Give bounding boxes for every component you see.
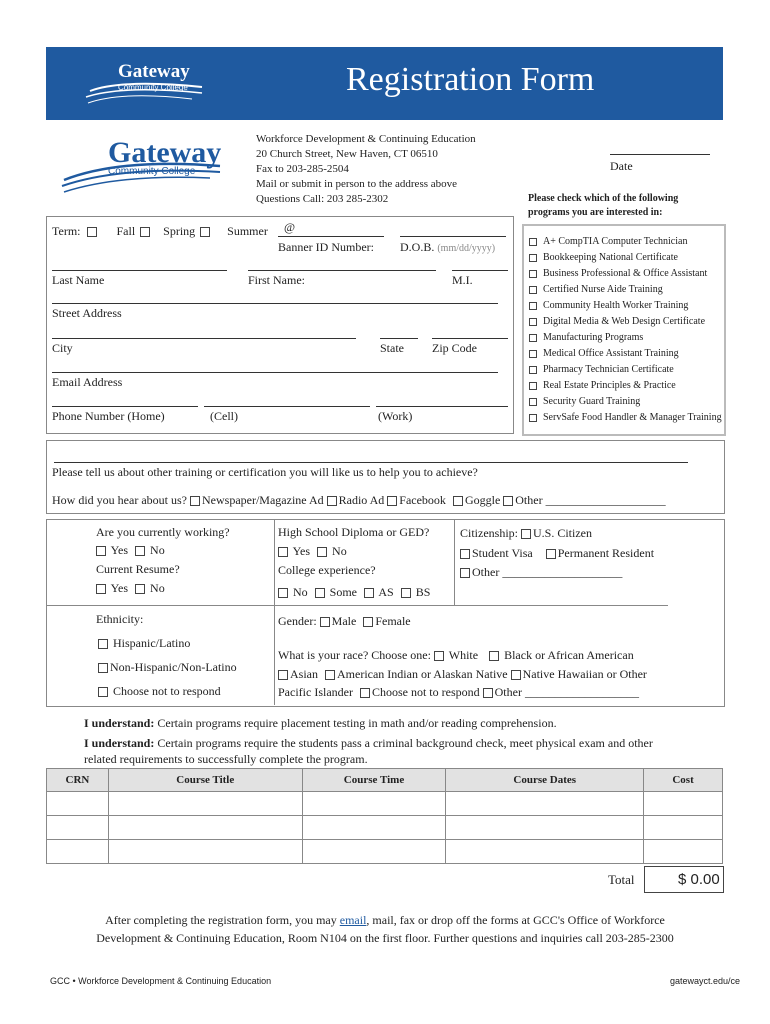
form-title: Registration Form — [346, 61, 595, 98]
hs-options — [278, 544, 347, 559]
footer-right: gatewayct.edu/ce — [670, 976, 741, 986]
zip-label: Zip Code — [432, 341, 477, 355]
banner-id-at: @ — [284, 220, 296, 234]
ethnicity-option-label: Choose not to respond — [113, 684, 221, 698]
program-checkbox[interactable] — [529, 318, 537, 326]
programs-list — [529, 234, 722, 426]
header-banner — [46, 47, 723, 120]
hear-facebook-checkbox[interactable] — [387, 496, 397, 506]
yes-label: Yes — [110, 543, 129, 557]
cell[interactable] — [108, 840, 302, 864]
hear-other-checkbox[interactable] — [503, 496, 513, 506]
date-field[interactable] — [610, 154, 710, 155]
program-item[interactable] — [529, 266, 722, 282]
contact-info — [256, 132, 476, 207]
race-other-checkbox[interactable] — [483, 688, 493, 698]
program-item[interactable] — [529, 298, 722, 314]
cell[interactable] — [47, 792, 109, 816]
dob-hint: (mm/dd/yyyy) — [437, 243, 496, 254]
program-checkbox[interactable] — [529, 302, 537, 310]
phone-home-label: Phone Number (Home) — [52, 409, 165, 423]
program-checkbox[interactable] — [529, 334, 537, 342]
state-label: State — [380, 341, 404, 355]
cell[interactable] — [644, 840, 723, 864]
program-label: Business Professional & Office Assistant — [543, 268, 708, 279]
other-training-field[interactable] — [54, 462, 688, 463]
college-question: College experience? — [278, 563, 376, 577]
last-name-field[interactable] — [52, 270, 227, 271]
black-label: Black or African American — [504, 648, 634, 662]
contact-line: 20 Church Street, New Haven, CT 06510 — [256, 148, 438, 160]
program-item[interactable] — [529, 346, 722, 362]
contact-line: Mail or submit in person to the address above — [256, 178, 458, 190]
citizenship-other-label: Other ____________________ — [472, 565, 623, 579]
no-label: No — [150, 581, 165, 595]
college-option: AS — [378, 585, 394, 599]
understand-bold: I understand: — [84, 716, 155, 730]
footer-note-2: Development & Continuing Education, Room N104 on the first floor. Further questions and inquiries call 203-285-2300 — [96, 931, 674, 945]
term-spring-checkbox[interactable] — [140, 227, 150, 237]
cell[interactable] — [302, 840, 446, 864]
term-summer-checkbox[interactable] — [200, 227, 210, 237]
ethnicity-option — [98, 684, 221, 699]
permanent-checkbox[interactable] — [546, 549, 556, 559]
ethnicity-no-respond-checkbox[interactable] — [98, 687, 108, 697]
divider — [454, 519, 455, 605]
gender-row — [278, 614, 411, 629]
cell[interactable] — [108, 792, 302, 816]
program-item[interactable] — [529, 250, 722, 266]
college-option: Some — [329, 585, 358, 599]
resume-options — [96, 581, 165, 596]
male-label: Male — [331, 614, 357, 628]
race-no-respond-label: Choose not to respond — [371, 685, 480, 699]
white-label: White — [448, 648, 479, 662]
native-american-checkbox[interactable] — [325, 670, 335, 680]
program-label: Medical Office Assistant Training — [543, 348, 679, 359]
logo-sub-small: Community College — [118, 83, 188, 92]
yes-label: Yes — [110, 581, 129, 595]
program-item[interactable] — [529, 378, 722, 394]
program-label: A+ CompTIA Computer Technician — [543, 236, 688, 247]
cell[interactable] — [47, 816, 109, 840]
mi-field[interactable] — [452, 270, 508, 271]
native-american-label: American Indian or Alaskan Native — [337, 667, 508, 681]
college-option: BS — [415, 585, 431, 599]
hear-option: Newspaper/Magazine Ad — [201, 493, 324, 507]
logo-name-small: Gateway — [118, 61, 190, 82]
dob-label — [400, 240, 495, 255]
cell[interactable] — [446, 840, 644, 864]
contact-line: Fax to 203-285-2504 — [256, 163, 349, 175]
ethnicity-option — [98, 636, 190, 651]
term-spring-label: Spring — [163, 224, 196, 238]
working-no-checkbox[interactable] — [135, 546, 145, 556]
last-name-label: Last Name — [52, 273, 105, 287]
divider — [46, 605, 668, 606]
understand-text: Certain programs require placement testing in math and/or reading comprehension. — [157, 716, 557, 730]
program-item[interactable] — [529, 314, 722, 330]
th-dates: Course Dates — [446, 769, 644, 792]
total-value: $ 0.00 — [678, 871, 720, 888]
student-visa-checkbox[interactable] — [460, 549, 470, 559]
footer-note-1 — [0, 913, 770, 928]
cell[interactable] — [47, 840, 109, 864]
hear-option: Facebook — [399, 493, 446, 507]
understand-3: related requirements to successfully complete the program. — [84, 752, 368, 766]
footer-left: GCC • Workforce Development & Continuing Education — [50, 976, 272, 986]
student-visa-label: Student Visa — [472, 546, 533, 560]
race-row-1 — [278, 648, 634, 663]
street-label: Street Address — [52, 306, 122, 320]
logo-sub: Community College — [108, 166, 196, 177]
white-checkbox[interactable] — [434, 651, 444, 661]
hear-label: How did you hear about us? — [52, 493, 187, 507]
note-text: , mail, fax or drop off the forms at GCC's Office of Workforce — [366, 913, 665, 927]
other-training-label: Please tell us about other training or certification you will like us to help you to achieve? — [52, 465, 478, 479]
ethnicity-option-label: Hispanic/Latino — [113, 636, 191, 650]
understand-2 — [84, 736, 653, 751]
understand-1 — [84, 716, 557, 731]
program-label: ServSafe Food Handler & Manager Training — [543, 412, 722, 423]
th-crn: CRN — [47, 769, 109, 792]
cell[interactable] — [108, 816, 302, 840]
term-fall-checkbox[interactable] — [87, 227, 97, 237]
ethnicity-label: Ethnicity: — [96, 612, 144, 626]
ethnicity-option-label: Non-Hispanic/Non-Latino — [110, 660, 237, 674]
program-checkbox[interactable] — [529, 398, 537, 406]
resume-yes-checkbox[interactable] — [96, 584, 106, 594]
race-row-3 — [278, 685, 639, 700]
hawaiian-checkbox[interactable] — [511, 670, 521, 680]
email-link[interactable]: email — [339, 913, 367, 927]
divider — [274, 519, 275, 705]
mi-label: M.I. — [452, 273, 473, 287]
gender-label: Gender: — [278, 614, 317, 628]
th-cost: Cost — [644, 769, 723, 792]
first-name-label: First Name: — [248, 273, 305, 287]
city-label: City — [52, 341, 73, 355]
program-item[interactable] — [529, 234, 722, 250]
cell[interactable] — [446, 792, 644, 816]
no-label: No — [332, 544, 347, 558]
table-row — [47, 840, 723, 864]
understand-text: Certain programs require the students pass a criminal background check, meet physical exam and other — [157, 736, 653, 750]
citizenship-row — [460, 526, 592, 541]
citizenship-other-checkbox[interactable] — [460, 568, 470, 578]
program-checkbox[interactable] — [529, 254, 537, 262]
program-label: Community Health Worker Training — [543, 300, 689, 311]
banner-id-label: Banner ID Number: — [278, 240, 374, 254]
dob-field[interactable] — [400, 236, 506, 237]
email-field[interactable] — [52, 372, 498, 373]
hear-option: Radio Ad — [338, 493, 385, 507]
email-label: Email Address — [52, 375, 123, 389]
male-checkbox[interactable] — [320, 617, 330, 627]
hear-option: Goggle — [464, 493, 501, 507]
race-question: What is your race? Choose one: — [278, 648, 431, 662]
cell[interactable] — [446, 816, 644, 840]
race-no-respond-checkbox[interactable] — [360, 688, 370, 698]
college-some-checkbox[interactable] — [315, 588, 325, 598]
contact-line: Workforce Development & Continuing Education — [256, 133, 476, 145]
table-header-row — [47, 769, 723, 792]
college-options — [278, 585, 430, 600]
college-no-checkbox[interactable] — [278, 588, 288, 598]
program-label: Manufacturing Programs — [543, 332, 644, 343]
term-summer-label: Summer — [227, 224, 268, 238]
race-other-label: Other ___________________ — [494, 685, 639, 699]
program-checkbox[interactable] — [529, 286, 537, 294]
course-table — [46, 768, 723, 864]
hear-row — [52, 493, 666, 508]
working-yes-checkbox[interactable] — [96, 546, 106, 556]
program-checkbox[interactable] — [529, 382, 537, 390]
th-time: Course Time — [302, 769, 446, 792]
program-item[interactable] — [529, 282, 722, 298]
program-label: Bookkeeping National Certificate — [543, 252, 678, 263]
phone-home-field[interactable] — [52, 406, 198, 407]
female-checkbox[interactable] — [363, 617, 373, 627]
term-row — [52, 224, 268, 239]
table-row — [47, 792, 723, 816]
resume-no-checkbox[interactable] — [135, 584, 145, 594]
female-label: Female — [375, 614, 411, 628]
hs-question: High School Diploma or GED? — [278, 525, 430, 539]
college-option: No — [293, 585, 308, 599]
hear-option: Other ____________________ — [515, 493, 666, 507]
cell[interactable] — [302, 792, 446, 816]
program-label: Pharmacy Technician Certificate — [543, 364, 674, 375]
hear-newspaper-checkbox[interactable] — [190, 496, 200, 506]
zip-field[interactable] — [432, 338, 508, 339]
hear-radio-checkbox[interactable] — [327, 496, 337, 506]
phone-work-label: (Work) — [378, 409, 413, 423]
cell[interactable] — [302, 816, 446, 840]
logo-name: Gateway — [108, 136, 222, 169]
citizenship-other-row — [460, 565, 622, 580]
working-question: Are you currently working? — [96, 525, 230, 539]
cell[interactable] — [644, 816, 723, 840]
program-label: Digital Media & Web Design Certificate — [543, 316, 706, 327]
total-label: Total — [608, 872, 635, 887]
term-fall-label: Fall — [116, 224, 136, 238]
city-field[interactable] — [52, 338, 356, 339]
program-item[interactable] — [529, 330, 722, 346]
date-label: Date — [610, 159, 633, 173]
state-field[interactable] — [380, 338, 418, 339]
program-item[interactable] — [529, 394, 722, 410]
table-row — [47, 816, 723, 840]
program-label: Real Estate Principles & Practice — [543, 380, 676, 391]
phone-cell-field[interactable] — [204, 406, 370, 407]
citizenship-label: Citizenship: — [460, 526, 518, 540]
programs-heading: Please check which of the following programs you are interested in: — [528, 193, 679, 218]
phone-work-field[interactable] — [376, 406, 508, 407]
race-row-2 — [278, 667, 647, 682]
hear-goggle-checkbox[interactable] — [453, 496, 463, 506]
asian-label: Asian — [290, 667, 318, 681]
street-field[interactable] — [52, 303, 498, 304]
program-item[interactable] — [529, 362, 722, 378]
hs-yes-checkbox[interactable] — [278, 547, 288, 557]
program-checkbox[interactable] — [529, 238, 537, 246]
resume-question: Current Resume? — [96, 562, 180, 576]
ethnicity-option — [98, 660, 237, 675]
program-item[interactable] — [529, 410, 722, 426]
black-checkbox[interactable] — [489, 651, 499, 661]
permanent-label: Permanent Resident — [557, 546, 655, 560]
college-as-checkbox[interactable] — [364, 588, 374, 598]
phone-cell-label: (Cell) — [210, 409, 238, 423]
college-bs-checkbox[interactable] — [401, 588, 411, 598]
program-checkbox[interactable] — [529, 350, 537, 358]
banner-id-field[interactable] — [278, 236, 384, 237]
hispanic-checkbox[interactable] — [98, 639, 108, 649]
understand-bold: I understand: — [84, 736, 155, 750]
no-label: No — [150, 543, 165, 557]
asian-checkbox[interactable] — [278, 670, 288, 680]
program-checkbox[interactable] — [529, 414, 537, 422]
citizen-checkbox[interactable] — [521, 529, 531, 539]
contact-line: Questions Call: 203 285-2302 — [256, 193, 389, 205]
working-options — [96, 543, 165, 558]
first-name-field[interactable] — [248, 270, 436, 271]
pacific-label: Pacific Islander — [278, 685, 353, 699]
cell[interactable] — [644, 792, 723, 816]
hs-no-checkbox[interactable] — [317, 547, 327, 557]
visa-row — [460, 546, 654, 561]
dob-text: D.O.B. — [400, 240, 435, 254]
non-hispanic-checkbox[interactable] — [98, 663, 108, 673]
program-label: Certified Nurse Aide Training — [543, 284, 663, 295]
program-label: Security Guard Training — [543, 396, 641, 407]
yes-label: Yes — [292, 544, 311, 558]
term-label: Term: — [52, 224, 81, 238]
citizen-label: U.S. Citizen — [533, 526, 592, 540]
note-text: After completing the registration form, you may — [105, 913, 340, 927]
hawaiian-label: Native Hawaiian or Other — [522, 667, 647, 681]
th-title: Course Title — [108, 769, 302, 792]
program-checkbox[interactable] — [529, 366, 537, 374]
program-checkbox[interactable] — [529, 270, 537, 278]
